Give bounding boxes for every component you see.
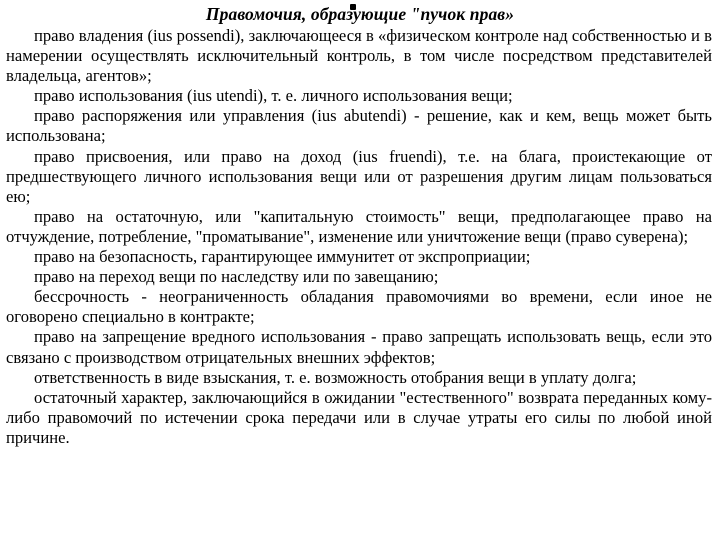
rights-list <box>6 26 712 448</box>
list-item-possession: право владения (ius possendi), заключающееся в «физическом контроле над собственностью и в намерении осуществлять исключительный контроль, в том числе посредством представителей владельца, агентов»; <box>6 26 712 86</box>
list-item-residual: остаточный характер, заключающийся в ожидании "естественного" возврата переданных кому-либо правомочий по истечении срока передачи или в случае утраты его силы по любой иной причине. <box>6 387 712 447</box>
list-item-income: право присвоения, или право на доход (ius fruendi), т.е. на блага, проистекающие от предшествующего личного использования вещи или от разрешения другим лицам пользоваться ею; <box>6 146 712 206</box>
slide-title: Правомочия, образующие "пучок прав» <box>205 4 515 24</box>
list-item-perpetuity: бессрочность - неограниченность обладания правомочиями во времени, если иное не оговорено специально в контракте; <box>6 287 712 327</box>
list-item-capital: право на остаточную, или "капитальную стоимость" вещи, предполагающее право на отчуждение, потребление, "проматывание", изменение или уничтожение вещи (право суверена); <box>6 206 712 246</box>
list-item-management: право распоряжения или управления (ius abutendi) - решение, как и кем, вещь может быть использована; <box>6 106 712 146</box>
list-item-inheritance: право на переход вещи по наследству или по завещанию; <box>34 267 439 287</box>
list-item-liability: ответственность в виде взыскания, т. е. возможность отобрания вещи в уплату долга; <box>34 367 637 387</box>
list-item-security: право на безопасность, гарантирующее иммунитет от экспроприации; <box>34 247 531 267</box>
list-item-use: право использования (ius utendi), т. е. личного использования вещи; <box>34 86 513 106</box>
list-item-harmful-use-ban: право на запрещение вредного использования - право запрещать использовать вещь, если это связано с производством отрицательных внешних эффектов; <box>6 327 712 367</box>
